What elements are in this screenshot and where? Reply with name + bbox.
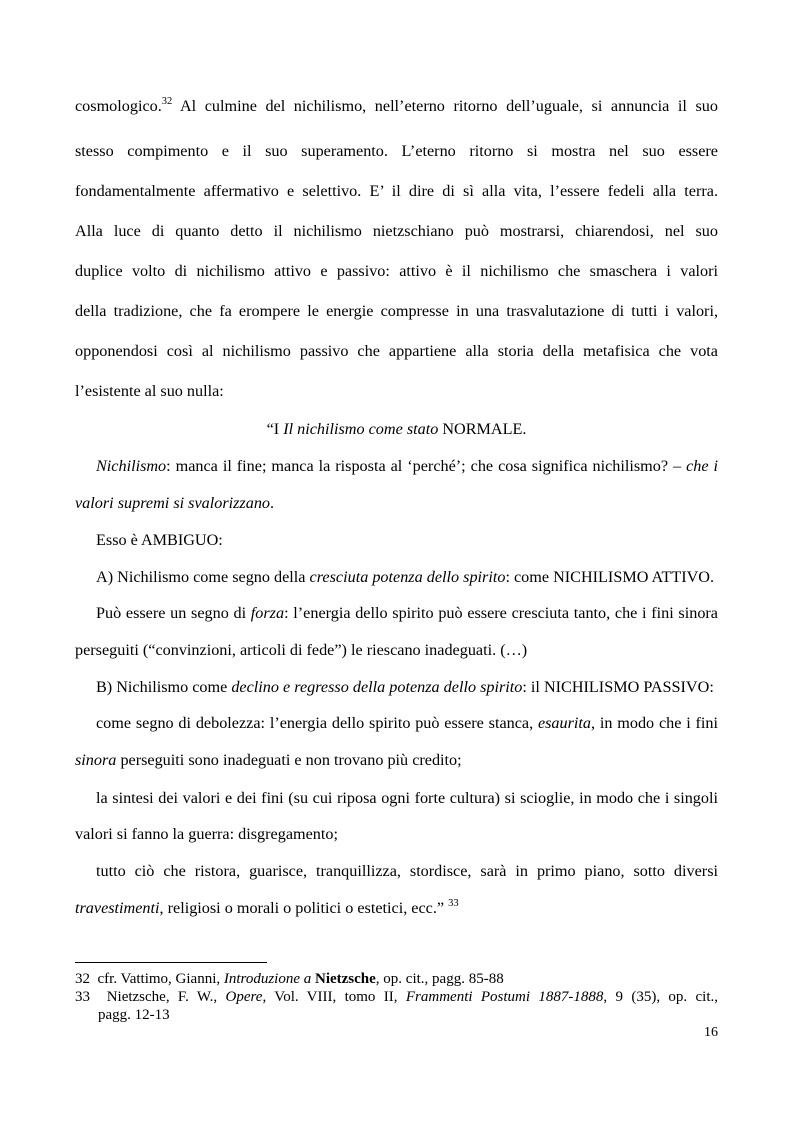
footnote-33-continuation: pagg. 12-13 [98, 1007, 170, 1023]
footnote-ref-33[interactable]: 33 [448, 898, 459, 909]
quote-line: travestimenti, religiosi o morali o politici o estetici, ecc.” $^{33}$ [75, 898, 459, 917]
quote-line: come segno di debolezza: l’energia dello spirito può essere stanca, esaurita, in modo che i fini [96, 714, 718, 732]
quote-heading: “I Il nichilismo come stato NORMALE. [266, 420, 527, 438]
body-line: opponendosi così al nichilismo passivo che appartiene alla storia della metafisica che vota [75, 342, 718, 360]
quote-line: la sintesi dei valori e dei fini (su cui riposa ogni forte cultura) si scioglie, in modo che i singoli [96, 789, 718, 807]
quote-line: B) Nichilismo come declino e regresso della potenza dello spirito: il NICHILISMO PASSIVO: [96, 678, 714, 696]
footnote-33: 33 Nietzsche, F. W., Opere, Vol. VIII, tomo II, Frammenti Postumi 1887-1888, 9 (35), op. cit., [75, 989, 719, 1005]
footnote-ref-32[interactable]: 32 [161, 96, 173, 107]
body-line: cosmologico.$^{32}$ Al culmine del nichilismo, nell’eterno ritorno dell’uguale, si annuncia il suo [75, 96, 718, 115]
quote-line: Esso è AMBIGUO: [96, 531, 223, 549]
quote-line: perseguiti (“convinzioni, articoli di fede”) le riescano inadeguati. (…) [75, 641, 528, 659]
footnote-separator [75, 962, 267, 963]
quote-line: A) Nichilismo come segno della cresciuta potenza dello spirito: come NICHILISMO ATTIVO. [96, 568, 715, 586]
body-line: Alla luce di quanto detto il nichilismo nietzschiano può mostrarsi, chiarendosi, nel suo [75, 222, 718, 240]
quote-line: tutto ciò che ristora, guarisce, tranquillizza, stordisce, sarà in primo piano, sotto diversi [96, 862, 718, 880]
quote-line: valori supremi si svalorizzano. [75, 494, 275, 512]
body-line: l’esistente al suo nulla: [75, 382, 224, 400]
quote-line: Nichilismo: manca il fine; manca la risposta al ‘perché’; che cosa significa nichilismo? – che i [96, 457, 718, 475]
quote-line: Può essere un segno di forza: l’energia dello spirito può essere cresciuta tanto, che i fini sinora [96, 604, 718, 622]
page-number: 16 [704, 1025, 718, 1040]
quote-line: valori si fanno la guerra: disgregamento; [75, 825, 338, 843]
body-line: duplice volto di nichilismo attivo e passivo: attivo è il nichilismo che smaschera i valori [75, 262, 718, 280]
body-line: della tradizione, che fa erompere le energie compresse in una trasvalutazione di tutti i valori, [75, 302, 718, 320]
body-line: fondamentalmente affermativo e selettivo. E’ il dire di sì alla vita, l’essere fedeli alla terra. [75, 182, 718, 200]
quote-line: sinora perseguiti sono inadeguati e non trovano più credito; [75, 751, 462, 769]
footnote-32: 32 cfr. Vattimo, Gianni, Introduzione a Nietzsche, op. cit., pagg. 85-88 [75, 971, 504, 987]
body-line: stesso compimento e il suo superamento. L’eterno ritorno si mostra nel suo essere [75, 142, 718, 160]
